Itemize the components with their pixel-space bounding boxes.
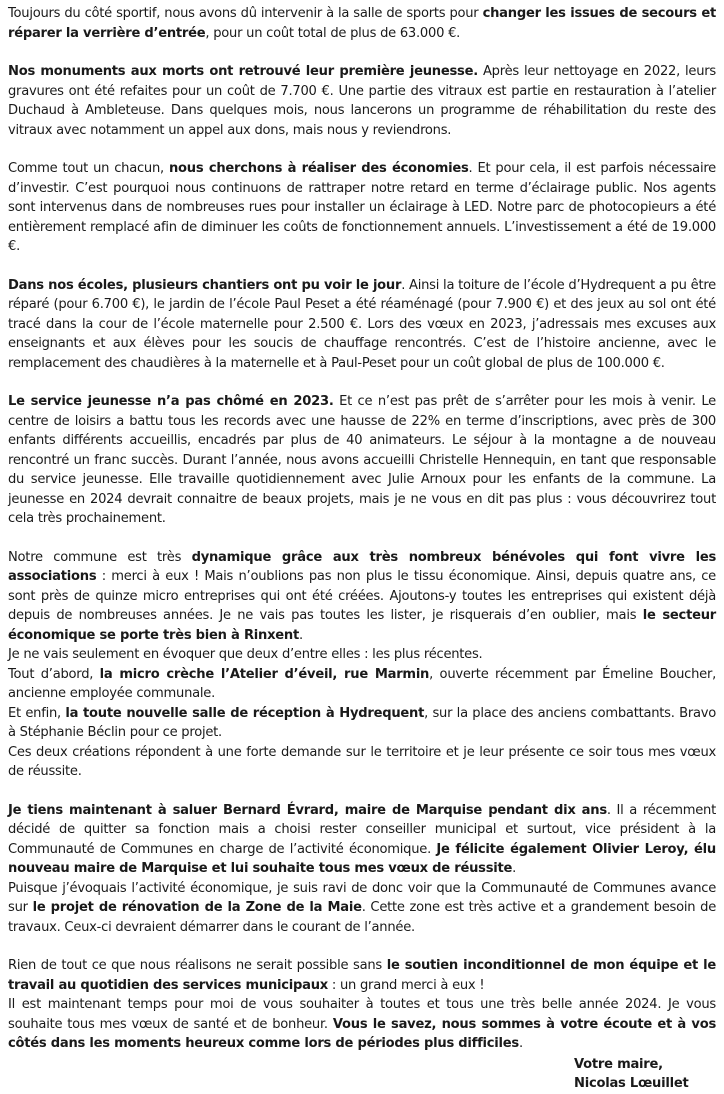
text: Puisque j’évoquais l’activité économique, je suis ravi de donc voir que la Communauté de Communes avance sur [8, 880, 716, 915]
text: , pour un coût total de plus de 63.000 €. [205, 25, 461, 41]
paragraph [8, 801, 716, 879]
text: , ouverte récemment par Émeline Boucher, ancienne employée communale. [8, 666, 716, 701]
text: . [518, 1036, 523, 1051]
bold-text: Je tiens maintenant à saluer Bernard Évrard, maire de Marquise pendant dix ans [8, 802, 607, 818]
bold-text: dynamique grâce aux très nombreux bénévoles qui font vivre les associations [8, 549, 716, 584]
bold-text: le projet de rénovation de la Zone de la Maie [32, 900, 362, 915]
text: Toujours du côté sportif, nous avons dû intervenir à la salle de sports pour [8, 6, 483, 21]
text: Tout d’abord, [8, 666, 100, 682]
bold-text: la micro crèche l’Atelier d’éveil, rue Marmin [99, 666, 430, 682]
text: . Il a récemment décidé de quitter sa fonction mais a choisi rester conseiller municipal et surtout, vice président à la Communauté de Communes en charge de l’activité économique. [8, 802, 716, 857]
paragraph [8, 704, 716, 743]
bold-text: Le service jeunesse n’a pas chômé en 2023. [8, 394, 334, 409]
paragraph [8, 548, 716, 646]
bold-text: Dans nos écoles, plusieurs chantiers ont pu voir le jour [8, 277, 402, 293]
paragraph [8, 4, 716, 43]
paragraph [8, 879, 716, 938]
text: : merci à eux ! Mais n’oublions pas non plus le tissu économique. Ainsi, depuis quatre ans, ce sont près de quinze micro entreprises qui ont été créées. Ajoutons-y toutes les entreprises qui existent déjà depuis de nombreuses années. Je ne vais pas toutes les lister, je risquerais d’en oublier, mais [8, 569, 716, 623]
text: . Cette zone est très active et a grandement besoin de travaux. Ceux-ci devraient démarrer dans le courant de l’année. [8, 900, 717, 935]
bold-text: le soutien inconditionnel de mon équipe et le travail au quotidien des services municipaux [8, 958, 716, 993]
text: Et ce n’est pas prêt de s’arrêter pour les mois à venir. Le centre de loisirs a battu tous les records avec une hausse de 22% en terme d’inscriptions, avec près de 300 enfants différents accueillis, encadrés par plus de 40 animateurs. Le séjour à la montagne a de nouveau rencontré un franc succès. Durant l’année, nous avons accueilli Christelle Hennequin, en tant que responsable du service jeunesse. Elle travaille quotidiennement avec Julie Arnoux pour les enfants de la commune. La jeunesse en 2024 devrait connaitre de beaux projets, mais je ne vous en dit pas plus : vous découvrirez tout cela très prochainement. [8, 394, 716, 526]
bold-text: Vous le savez, nous sommes à votre écoute et à vos côtés dans les moments heureux comme lors de périodes plus difficiles [8, 1016, 716, 1051]
text: . Ainsi la toiture de l’école d’Hydrequent a pu être réparé (pour 6.700 €), le jardin de l’école Paul Peset a été réaménagé (pour 7.900 €) et des jeux au sol ont été tracé dans la cour de l’école maternelle pour 2.500 €. Lors des vœux en 2023, j’adressais mes excuses aux enseignants et aux élèves pour les soucis de chauffage rencontrés. C’est de l’histoire ancienne, avec le remplacement des chaudières à la maternelle et à Paul-Peset pour un coût global de plus de 100.000 €. [8, 277, 716, 371]
text: . Et pour cela, il est parfois nécessaire d’investir. C’est pourquoi nous continuons de rattraper notre retard en terme d’éclairage public. Nos agents sont intervenus dans de nombreuses rues pour installer un éclairage à LED. Notre parc de photocopieurs a été entièrement remplacé afin de diminuer les coûts de fonctionnement annuels. L’investissement a été de 19.000 €. [8, 161, 716, 254]
text: . [512, 861, 517, 876]
paragraph [8, 645, 716, 665]
bold-text: la toute nouvelle salle de réception à Hydrequent [65, 705, 425, 721]
bold-text: Je félicite également Olivier Leroy, élu nouveau maire de Marquise et lui souhaite tous mes vœux de réussite [8, 841, 716, 876]
bold-text: changer les issues de secours et réparer la verrière d’entrée [8, 6, 717, 41]
text: Comme tout un chacun, [8, 161, 169, 176]
letter-body [8, 4, 716, 1054]
paragraph [8, 62, 716, 140]
text: . [299, 627, 303, 643]
paragraph [8, 743, 716, 782]
bold-text: Nos monuments aux morts ont retrouvé leur première jeunesse. [8, 64, 478, 79]
text: Notre commune est très [8, 549, 192, 565]
paragraph [8, 276, 716, 374]
text: Ces deux créations répondent à une forte demande sur le territoire et je leur présente ce soir tous mes vœux de réussite. [8, 744, 716, 779]
paragraph [8, 665, 716, 704]
paragraph [8, 956, 716, 995]
signature-block [574, 1055, 716, 1094]
paragraph [8, 995, 716, 1054]
text: Après leur nettoyage en 2022, leurs gravures ont été refaites pour un coût de 7.700 €. Une partie des vitraux est partie en restauration à l’atelier Duchaud à Ambleteuse. Dans quelques mois, nous lancerons un programme de réhabilitation du reste des vitraux avec notamment un appel aux dons, mais nous y reviendrons. [8, 64, 716, 138]
paragraph [8, 392, 716, 529]
text: Et enfin, [8, 705, 66, 721]
text: Je ne vais seulement en évoquer que deux d’entre elles : les plus récentes. [8, 647, 483, 662]
bold-text: le secteur économique se porte très bien à Rinxent [8, 608, 716, 643]
bold-text: nous cherchons à réaliser des économies [168, 161, 469, 176]
text: : un grand merci à eux ! [328, 977, 485, 993]
text: Rien de tout ce que nous réalisons ne serait possible sans [8, 958, 387, 973]
text: Il est maintenant temps pour moi de vous souhaiter à toutes et tous une très belle année 2024. Je vous souhaite tous mes vœux de santé et de bonheur. [8, 997, 716, 1032]
text: , sur la place des anciens combattants. Bravo à Stéphanie Béclin pour ce projet. [8, 705, 716, 740]
paragraph [8, 159, 716, 257]
signature-name: Nicolas Lœuillet [574, 1076, 689, 1091]
signature-title: Votre maire, [574, 1056, 663, 1072]
